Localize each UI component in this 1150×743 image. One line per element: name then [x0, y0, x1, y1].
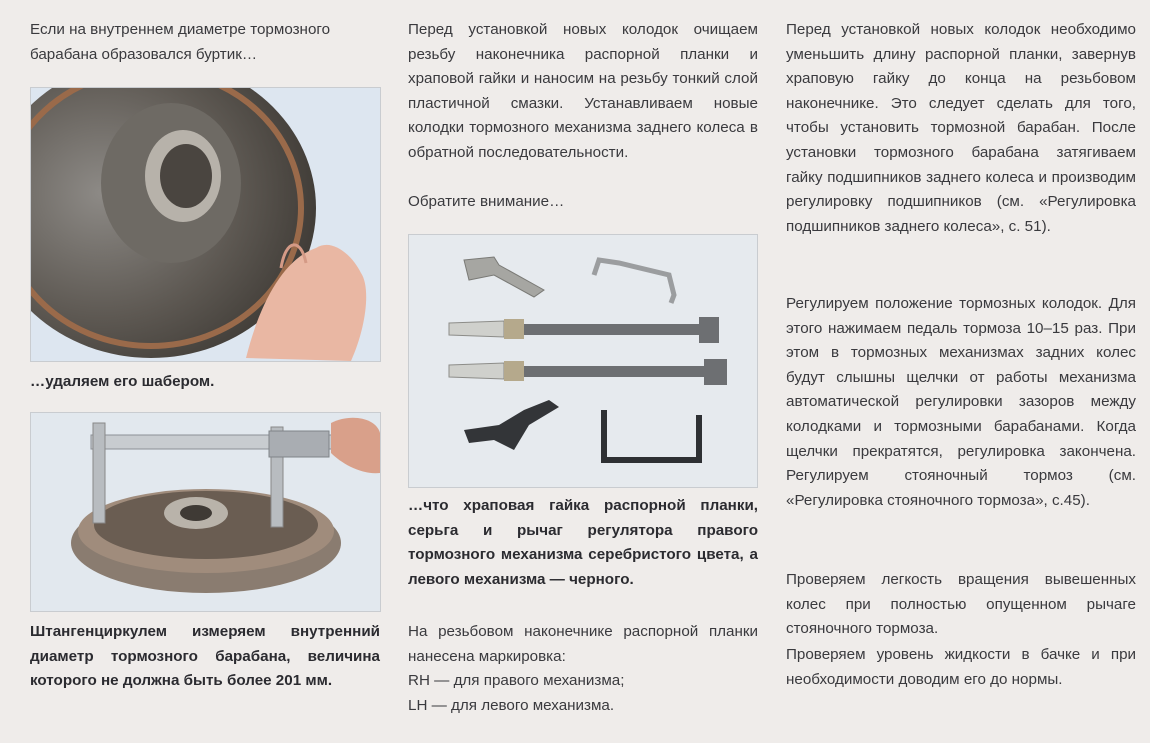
caption-caliper: Штангенциркулем измеряем внутренний диаметр тормозного барабана, величина которого не должна быть более 201 мм.: [30, 623, 380, 690]
marking-lh: LH — для левого механизма.: [408, 697, 615, 714]
col2-paragraph-3: На резьбовом наконечнике распорной планки нанесена маркировка:: [408, 623, 758, 665]
caption-parts-colors: …что храповая гайка распорной планки, серьга и рычаг регулятора правого тормозного механизма серебристого цвета, а левого механизма — черного.: [408, 497, 758, 588]
marking-rh: RH — для правого механизма;: [408, 672, 625, 689]
photo-caliper-measure: [30, 412, 381, 612]
caption-scraper: …удаляем его шабером.: [30, 373, 215, 390]
col3-paragraph-4: Проверяем уровень жидкости в бачке и при необходимости доводим его до нормы.: [786, 646, 1136, 688]
col2-paragraph-1: Перед установкой новых колодок очищаем резьбу наконечника распорной планки и храповой гайки и наносим на резьбу тонкий слой пластичной смазки. Устанавливаем новые колодки тормозного механизма заднего колеса в обратной последовательности.: [408, 21, 758, 161]
col3-paragraph-1: Перед установкой новых колодок необходимо уменьшить длину распорной планки, завернув храповую гайку до конца на резьбовом наконечнике. Это следует сделать для того, чтобы установить тормозной барабан. После установки тормозного барабана затягиваем гайку подшипников заднего колеса и производим регулировку подшипников (см. «Регулировка подшипников заднего колеса», с. 51).: [786, 21, 1136, 235]
col2-paragraph-2: Обратите внимание…: [408, 193, 565, 210]
col3-paragraph-2: Регулируем положение тормозных колодок. Для этого нажимаем педаль тормоза 10–15 раз. При этом в тормозных механизмах задних колес будут слышны щелчки от работы механизма автоматической регулировки зазоров между колодками и тормозными барабанами. Когда щелчки прекратятся, регулировка закончена. Регулируем стояночный тормоз (см. «Регулировка стояночного тормоза», с.45).: [786, 295, 1136, 509]
photo-brake-drum-scraper: [30, 87, 381, 362]
photo-adjuster-parts: [408, 234, 758, 488]
intro-text: Если на внутреннем диаметре тормозного барабана образовался буртик…: [30, 21, 331, 63]
col3-paragraph-3: Проверяем легкость вращения вывешенных колес при полностью опущенном рычаге стояночного тормоза.: [786, 571, 1136, 638]
